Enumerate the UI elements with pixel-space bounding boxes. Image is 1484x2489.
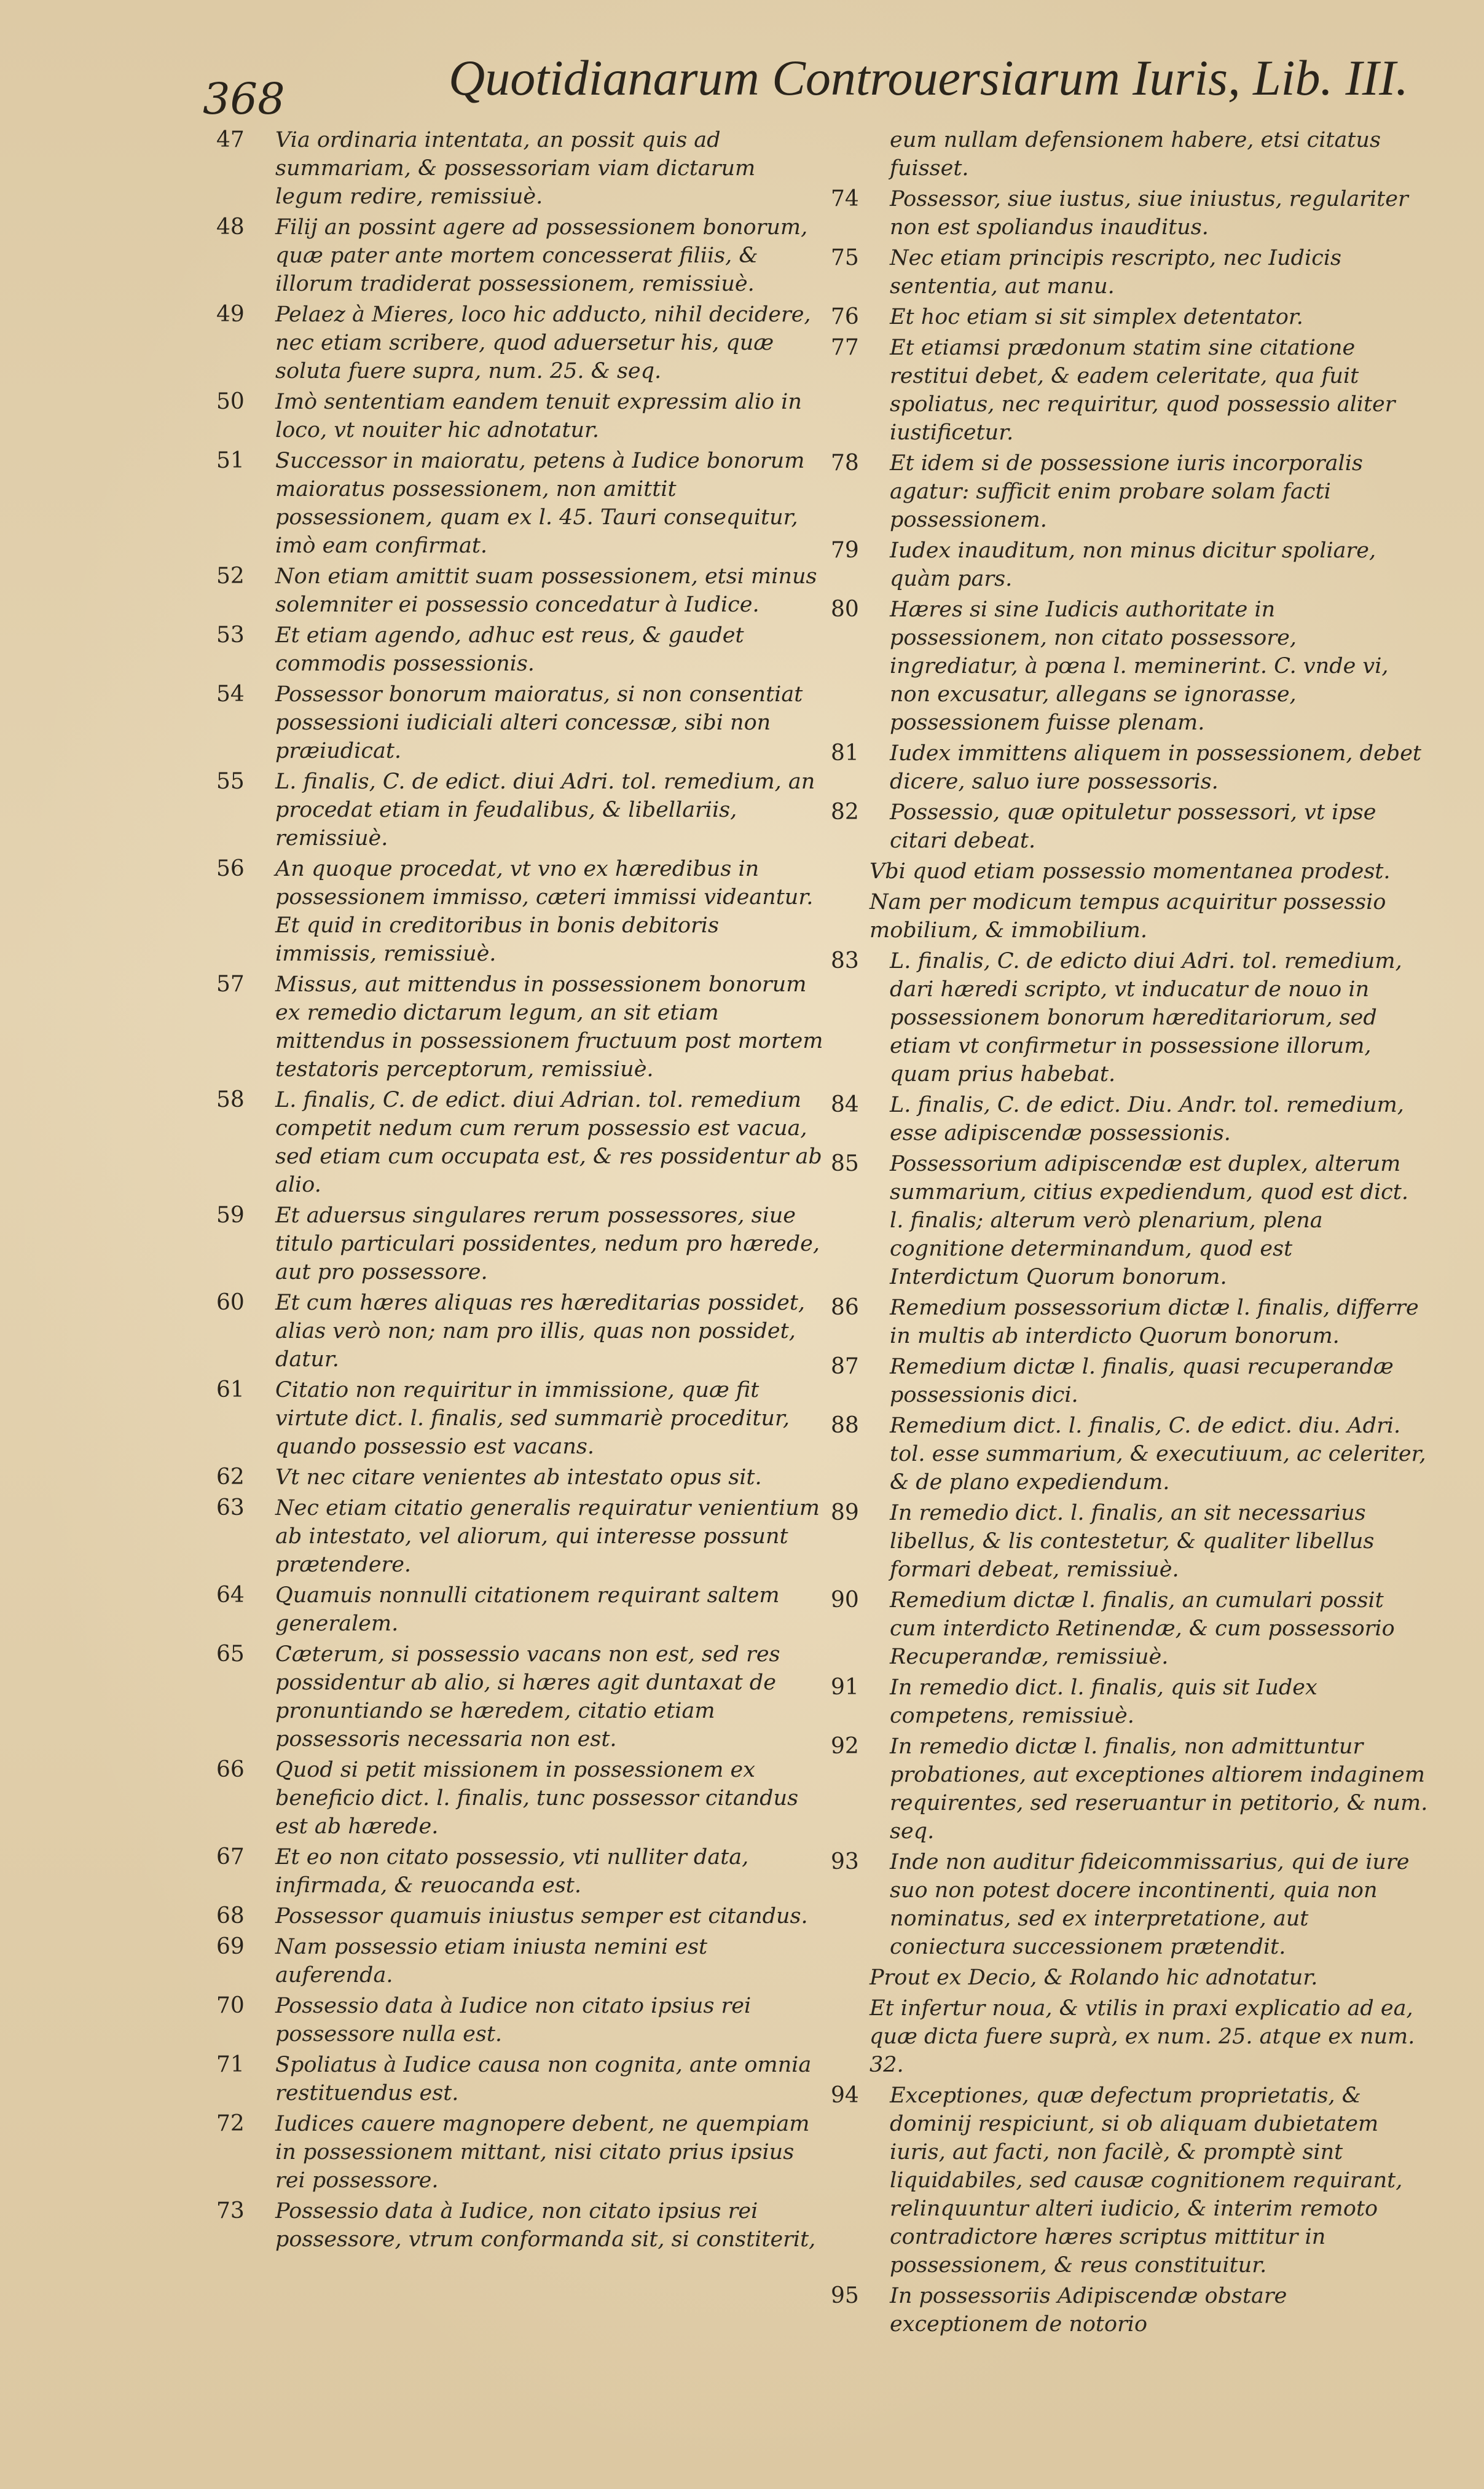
- entry-number: 82: [831, 800, 859, 825]
- entry-number: 81: [831, 741, 859, 766]
- left-column: [209, 126, 823, 2256]
- summary-entry: [823, 857, 1429, 886]
- entry-text: Via ordinaria intentata, an possit quis ad summariam, & possessoriam viam dictarum legum redire, remissiuè.: [275, 128, 756, 209]
- entry-text: Vbi quod etiam possessio momentanea prodest.: [870, 859, 1391, 884]
- summary-entry: [823, 2082, 1429, 2279]
- entry-number: 90: [831, 1587, 859, 1613]
- entry-text: Hæres si sine Iudicis authoritate in possessionem, non citato possessore, ingrediatur, à pœna l. meminerint. C. vnde vi, non excusatur, allegans se ignorasse, possessionem fuisse plenam.: [890, 597, 1389, 735]
- summary-entry: [209, 2110, 823, 2195]
- entry-text: Remedium possessorium dictæ l. finalis, differre in multis ab interdicto Quorum bonorum.: [890, 1296, 1419, 1348]
- summary-entry: [209, 1843, 823, 1900]
- entry-number: 58: [216, 1087, 245, 1112]
- entry-number: 77: [831, 335, 859, 360]
- summary-entry: [209, 1756, 823, 1841]
- page-header: [0, 0, 1484, 124]
- entry-text: Iudices cauere magnopere debent, ne quempiam in possessionem mittant, nisi citato prius ipsius rei possessore.: [275, 2112, 810, 2193]
- entry-number: 94: [831, 2083, 859, 2108]
- entry-text: Nam per modicum tempus acquiritur possessio mobilium, & immobilium.: [870, 890, 1386, 943]
- entry-text: Cæterum, si possessio vacans non est, sed res possidentur ab alio, si hæres agit duntaxat de pronuntiando se hæredem, citatio etiam possessoris necessaria non est.: [275, 1642, 780, 1752]
- entry-text: L. finalis, C. de edict. diui Adri. tol. remedium, an procedat etiam in feudalibus, & libellariis, remissiuè.: [275, 769, 815, 851]
- entry-number: 65: [216, 1642, 245, 1667]
- entry-text: Imò sententiam eandem tenuit expressim alio in loco, vt nouiter hic adnotatur.: [275, 390, 802, 442]
- entry-number: 62: [216, 1465, 245, 1490]
- summary-entry: [823, 1353, 1429, 1409]
- entry-number: 51: [216, 448, 245, 473]
- entry-text: Et etiam agendo, adhuc est reus, & gaudet commodis possessionis.: [275, 623, 744, 676]
- entry-number: 47: [216, 127, 245, 152]
- summary-entry: [823, 1499, 1429, 1584]
- entry-text: Exceptiones, quæ defectum proprietatis, & dominij respiciunt, si ob aliquam dubietatem iuris, aut facti, non facilè, & promptè sint liquidabiles, sed causæ cognitionem requirant, relinquuntur alteri iudicio, & interim remoto contradictore hæres scriptus mittitur in possessionem, & reus constituitur.: [890, 2083, 1403, 2278]
- summary-entry: [823, 1994, 1429, 2079]
- entry-number: 67: [216, 1844, 245, 1870]
- entry-number: 69: [216, 1934, 245, 1959]
- entry-number: 78: [831, 450, 859, 476]
- entry-number: 49: [216, 302, 245, 327]
- entry-text: Remedium dict. l. finalis, C. de edict. diu. Adri. tol. esse summarium, & executiuum, ac celeriter, & de plano expediendum.: [890, 1414, 1426, 1495]
- summary-entry: [209, 2197, 823, 2254]
- summary-entry: [823, 126, 1429, 183]
- entry-text: Et cum hæres aliquas res hæreditarias possidet, alias verò non; nam pro illis, quas non possidet, datur.: [275, 1291, 806, 1372]
- entry-number: 95: [831, 2283, 859, 2308]
- summary-entry: [823, 537, 1429, 593]
- entry-text: Possessor quamuis iniustus semper est citandus.: [275, 1904, 808, 1929]
- entry-number: 66: [216, 1757, 245, 1782]
- entry-text: An quoque procedat, vt vno ex hæredibus in possessionem immisso, cæteri immissi videantur. Et quid in creditoribus in bonis debitoris immissis, remissiuè.: [275, 857, 814, 966]
- entry-text: Iudex immittens aliquem in possessionem, debet dicere, saluo iure possessoris.: [890, 741, 1421, 794]
- entry-text: Quamuis nonnulli citationem requirant saltem generalem.: [275, 1583, 780, 1636]
- summary-entry: [823, 888, 1429, 945]
- entry-number: 84: [831, 1092, 859, 1117]
- entry-text: Possessor bonorum maioratus, si non consentiat possessioni iudiciali alteri concessæ, sibi non præiudicat.: [275, 682, 803, 763]
- summary-entry: [823, 739, 1429, 796]
- entry-text: Et eo non citato possessio, vti nulliter data, infirmada, & reuocanda est.: [275, 1845, 749, 1898]
- entry-text: Et hoc etiam si sit simplex detentator.: [890, 305, 1303, 329]
- summary-entry: [209, 447, 823, 560]
- entry-text: Possessio, quæ opituletur possessori, vt ipse citari debeat.: [890, 800, 1376, 853]
- summary-entry: [209, 213, 823, 298]
- entry-number: 48: [216, 214, 245, 240]
- entry-text: In remedio dictæ l. finalis, non admittuntur probationes, aut exceptiones altiorem indaginem requirentes, sed reseruantur in petitorio, & num. seq.: [890, 1734, 1428, 1844]
- summary-entry: [823, 1732, 1429, 1846]
- entry-number: 76: [831, 304, 859, 329]
- entry-number: 54: [216, 682, 245, 707]
- entry-text: Nam possessio etiam iniusta nemini est auferenda.: [275, 1935, 708, 1988]
- entry-text: Possessio data à Iudice, non citato ipsius rei possessore, vtrum conformanda sit, si constiterit,: [275, 2199, 816, 2252]
- entry-number: 86: [831, 1295, 859, 1320]
- entry-number: 85: [831, 1151, 859, 1176]
- entry-text: In remedio dict. l. finalis, quis sit Iudex competens, remissiuè.: [890, 1675, 1317, 1728]
- entry-number: 50: [216, 389, 245, 414]
- entry-text: In possessoriis Adipiscendæ obstare exceptionem de notorio: [890, 2284, 1287, 2337]
- summary-entry: [209, 1494, 823, 1579]
- entry-text: In remedio dict. l. finalis, an sit necessarius libellus, & lis contestetur, & qualiter libellus formari debeat, remissiuè.: [890, 1501, 1375, 1582]
- summary-entry: [823, 947, 1429, 1088]
- entry-number: 53: [216, 623, 245, 648]
- entry-text: Iudex inauditum, non minus dicitur spoliare, quàm pars.: [890, 538, 1376, 591]
- entry-number: 89: [831, 1500, 859, 1525]
- summary-entry: [823, 185, 1429, 242]
- entry-text: Possessio data à Iudice non citato ipsius rei possessore nulla est.: [275, 1994, 752, 2047]
- entry-number: 52: [216, 564, 245, 589]
- summary-entry: [823, 334, 1429, 447]
- summary-entry: [823, 244, 1429, 301]
- entry-text: Inde non auditur fideicommissarius, qui de iure suo non potest docere incontinenti, quia non nominatus, sed ex interpretatione, aut coniectura successionem prætendit.: [890, 1850, 1410, 1959]
- entry-number: 80: [831, 597, 859, 622]
- summary-entry: [823, 449, 1429, 534]
- entry-number: 64: [216, 1583, 245, 1608]
- entry-text: Et infertur noua, & vtilis in praxi explicatio ad ea, quæ dicta fuere suprà, ex num. 25. atque ex num. 32.: [870, 1996, 1415, 2077]
- summary-entry: [823, 1964, 1429, 1992]
- summary-entry: [209, 621, 823, 678]
- summary-entry: [209, 768, 823, 852]
- page-number: 368: [203, 74, 285, 124]
- summary-entry: [209, 301, 823, 385]
- entry-number: 91: [831, 1675, 859, 1700]
- entry-number: 63: [216, 1495, 245, 1520]
- summary-entry: [209, 1640, 823, 1753]
- summary-entry: [209, 126, 823, 211]
- entry-text: Vt nec citare venientes ab intestato opus sit.: [275, 1465, 762, 1490]
- summary-entry: [823, 1848, 1429, 1961]
- summary-entry: [823, 1412, 1429, 1496]
- summary-entry: [209, 1933, 823, 1989]
- summary-entry: [209, 2051, 823, 2107]
- entry-text: Possessorium adipiscendæ est duplex, alterum summarium, citius expediendum, quod est dict. l. finalis; alterum verò plenarium, plena cognitione determinandum, quod est Interdictum Quorum bonorum.: [890, 1152, 1408, 1289]
- summary-entry: [823, 1294, 1429, 1350]
- entry-text: eum nullam defensionem habere, etsi citatus fuisset.: [890, 128, 1381, 181]
- summary-entry: [209, 1201, 823, 1286]
- summary-entry: [823, 303, 1429, 331]
- summary-entry: [209, 1463, 823, 1492]
- summary-entry: [823, 2282, 1429, 2338]
- entry-number: 68: [216, 1903, 245, 1929]
- summary-entry: [209, 1086, 823, 1199]
- entry-number: 55: [216, 769, 245, 794]
- entry-text: Missus, aut mittendus in possessionem bonorum ex remedio dictarum legum, an sit etiam mittendus in possessionem fructuum post mortem testatoris perceptorum, remissiuè.: [275, 972, 823, 1082]
- entry-number: 57: [216, 972, 245, 997]
- entry-number: 79: [831, 538, 859, 563]
- entry-number: 60: [216, 1290, 245, 1315]
- entry-text: Successor in maioratu, petens à Iudice bonorum maioratus possessionem, non amittit possessionem, quam ex l. 45. Tauri consequitur, imò eam confirmat.: [275, 449, 805, 558]
- entry-text: Non etiam amittit suam possessionem, etsi minus solemniter ei possessio concedatur à Iudice.: [275, 564, 817, 617]
- entry-number: 75: [831, 245, 859, 270]
- entry-number: 71: [216, 2052, 245, 2077]
- entry-text: Remedium dictæ l. finalis, quasi recuperandæ possessionis dici.: [890, 1355, 1394, 1407]
- running-title: Quotidianarum Controuersiarum Iuris, Lib. III.: [449, 50, 1408, 106]
- entry-number: 72: [216, 2111, 245, 2136]
- entry-number: 88: [831, 1413, 859, 1438]
- entry-text: Et idem si de possessione iuris incorporalis agatur: sufficit enim probare solam facti possessionem.: [890, 451, 1363, 532]
- summary-entry: [209, 1992, 823, 2048]
- entry-text: Citatio non requiritur in immissione, quæ fit virtute dict. l. finalis, sed summariè proceditur, quando possessio est vacans.: [275, 1378, 790, 1459]
- summary-entry: [823, 596, 1429, 737]
- summary-entry: [209, 1376, 823, 1461]
- summary-entry: [823, 1091, 1429, 1147]
- entry-text: Et aduersus singulares rerum possessores, siue titulo particulari possidentes, nedum pro hærede, aut pro possessore.: [275, 1203, 820, 1284]
- entry-text: L. finalis, C. de edict. Diu. Andr. tol. remedium, esse adipiscendæ possessionis.: [890, 1093, 1404, 1146]
- summary-entry: [209, 562, 823, 619]
- summary-entry: [209, 680, 823, 765]
- summary-entry: [209, 1289, 823, 1374]
- entry-text: Pelaez à Mieres, loco hic adducto, nihil decidere, nec etiam scribere, quod aduersetur his, quæ soluta fuere supra, num. 25. & seq.: [275, 302, 811, 383]
- entry-text: Nec etiam principis rescripto, nec Iudicis sententia, aut manu.: [890, 246, 1341, 299]
- summary-entry: [209, 1581, 823, 1638]
- summary-entry: [823, 1586, 1429, 1671]
- summary-entry: [823, 1673, 1429, 1730]
- entry-number: 74: [831, 186, 859, 211]
- entry-number: 92: [831, 1734, 859, 1759]
- entry-number: 59: [216, 1203, 245, 1228]
- entry-number: 73: [216, 2198, 245, 2224]
- entry-number: 61: [216, 1377, 245, 1402]
- entry-text: L. finalis, C. de edict. diui Adrian. tol. remedium competit nedum cum rerum possessio est vacua, sed etiam cum occupata est, & res possidentur ab alio.: [275, 1088, 822, 1197]
- entry-text: Nec etiam citatio generalis requiratur venientium ab intestato, vel aliorum, qui interesse possunt prætendere.: [275, 1496, 820, 1577]
- entry-text: Quod si petit missionem in possessionem ex beneficio dict. l. finalis, tunc possessor citandus est ab hærede.: [275, 1758, 799, 1839]
- entry-text: Spoliatus à Iudice causa non cognita, ante omnia restituendus est.: [275, 2053, 812, 2106]
- summary-entry: [209, 855, 823, 968]
- entry-number: 93: [831, 1849, 859, 1874]
- entry-number: 83: [831, 948, 859, 973]
- entry-text: L. finalis, C. de edicto diui Adri. tol. remedium, dari hæredi scripto, vt inducatur de nouo in possessionem bonorum hæreditariorum, sed etiam vt confirmetur in possessione illorum, quam prius habebat.: [890, 949, 1402, 1087]
- summary-entry: [823, 1150, 1429, 1291]
- summary-entry: [209, 1902, 823, 1930]
- entry-text: Remedium dictæ l. finalis, an cumulari possit cum interdicto Retinendæ, & cum possessorio Recuperandæ, remissiuè.: [890, 1588, 1395, 1669]
- entry-text: Possessor, siue iustus, siue iniustus, regulariter non est spoliandus inauditus.: [890, 187, 1408, 240]
- summary-entry: [823, 798, 1429, 855]
- right-column: [823, 126, 1429, 2341]
- entry-text: Filij an possint agere ad possessionem bonorum, quæ pater ante mortem concesserat filiis, & illorum tradiderat possessionem, remissiuè.: [275, 215, 808, 296]
- entry-text: Et etiamsi prædonum statim sine citatione restitui debet, & eadem celeritate, qua fuit spoliatus, nec requiritur, quod possessio aliter iustificetur.: [890, 336, 1396, 445]
- summary-entry: [209, 970, 823, 1083]
- entry-number: 56: [216, 856, 245, 881]
- entry-number: 87: [831, 1354, 859, 1379]
- summary-entry: [209, 388, 823, 444]
- entry-text: Prout ex Decio, & Rolando hic adnotatur.: [870, 1965, 1318, 1990]
- entry-number: 70: [216, 1993, 245, 2018]
